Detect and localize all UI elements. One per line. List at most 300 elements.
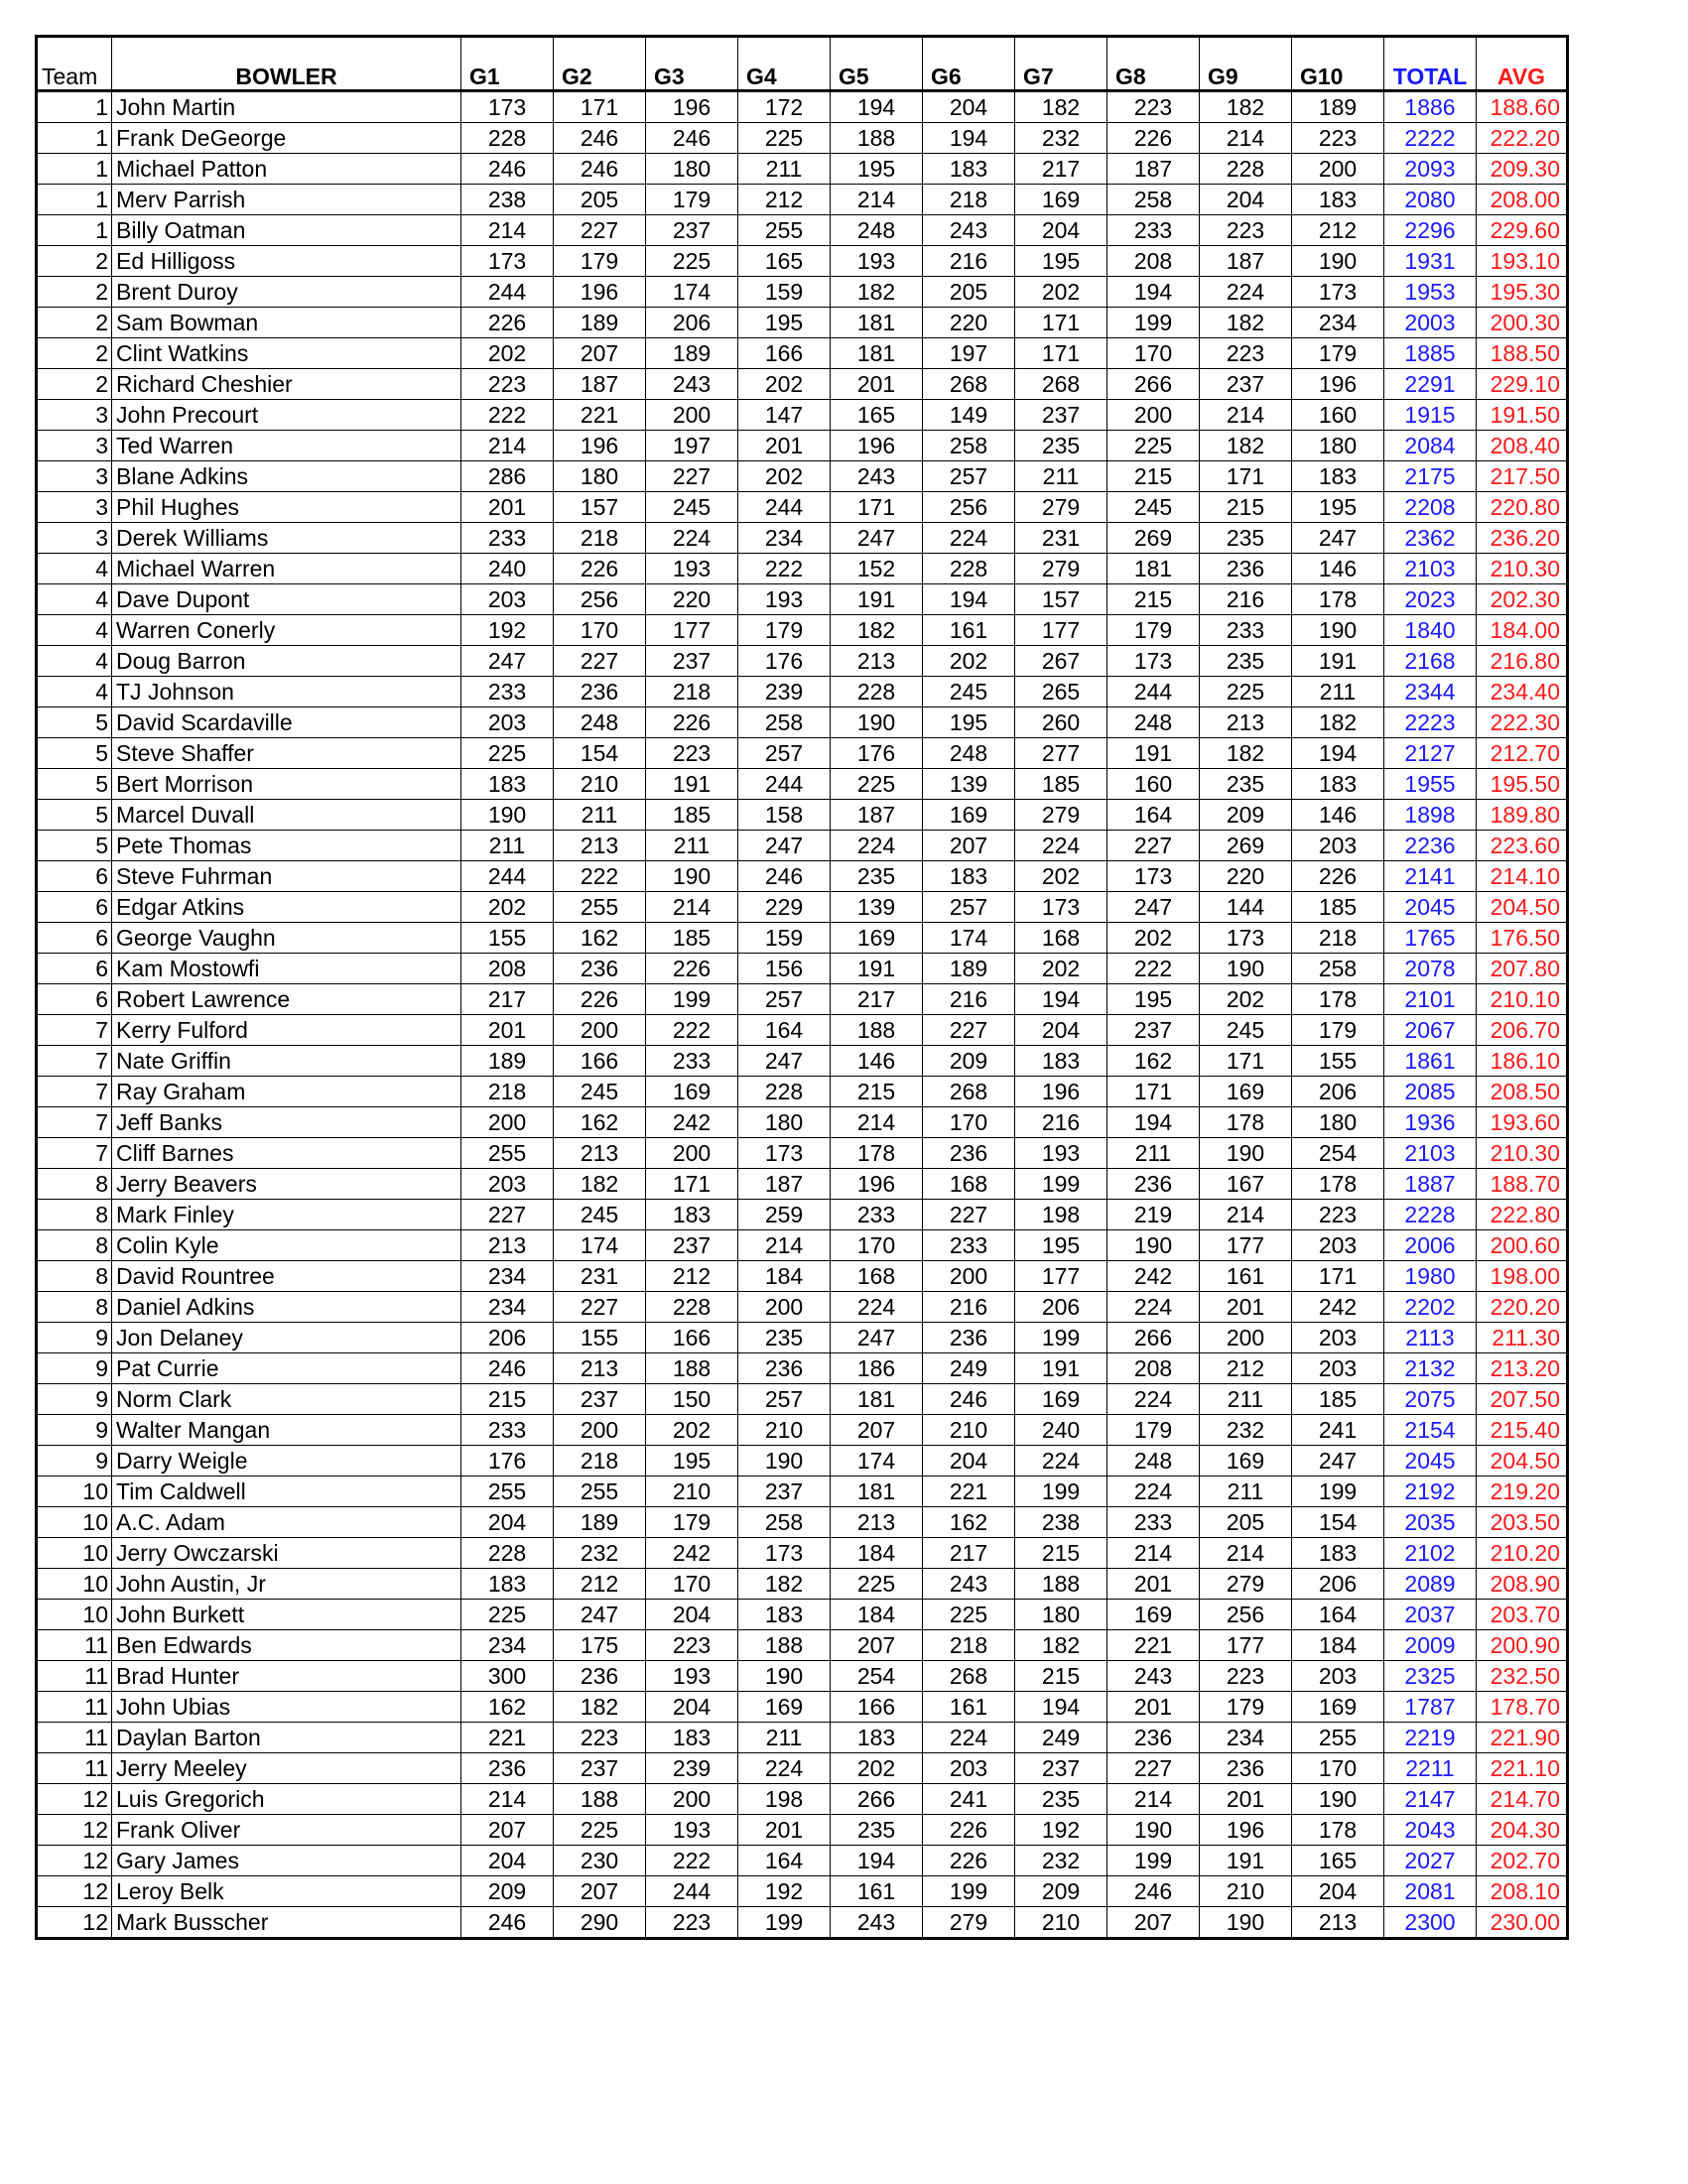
- game-score-cell: 266: [831, 1784, 923, 1815]
- team-number-cell: 10: [37, 1538, 112, 1569]
- average-score-cell: 186.10: [1477, 1046, 1568, 1077]
- total-score-cell: 1915: [1384, 400, 1477, 431]
- game-score-cell: 203: [1292, 1661, 1384, 1692]
- game-score-cell: 211: [461, 831, 554, 861]
- bowler-name-cell: Doug Barron: [112, 646, 461, 677]
- bowler-name-cell: Ted Warren: [112, 431, 461, 461]
- table-row: [37, 1353, 1568, 1384]
- table-row: [37, 1015, 1568, 1046]
- game-score-cell: 245: [1107, 492, 1200, 523]
- game-score-cell: 200: [1200, 1323, 1292, 1353]
- game-score-cell: 234: [1292, 308, 1384, 338]
- game-score-cell: 256: [923, 492, 1015, 523]
- table-row: [37, 308, 1568, 338]
- game-score-cell: 173: [1015, 892, 1107, 923]
- average-score-cell: 219.20: [1477, 1477, 1568, 1507]
- game-score-cell: 190: [1292, 615, 1384, 646]
- bowler-name-cell: Edgar Atkins: [112, 892, 461, 923]
- game-score-cell: 209: [1200, 800, 1292, 831]
- game-score-cell: 256: [1200, 1600, 1292, 1630]
- bowler-name-cell: Brent Duroy: [112, 277, 461, 308]
- game-score-cell: 170: [923, 1107, 1015, 1138]
- game-score-cell: 162: [554, 1107, 646, 1138]
- game-score-cell: 246: [738, 861, 831, 892]
- bowler-name-cell: George Vaughn: [112, 923, 461, 954]
- game-score-cell: 214: [1200, 400, 1292, 431]
- game-score-cell: 171: [646, 1169, 738, 1200]
- game-score-cell: 195: [738, 308, 831, 338]
- bowler-name-cell: Dave Dupont: [112, 584, 461, 615]
- game-score-cell: 173: [461, 246, 554, 277]
- game-score-cell: 201: [461, 1015, 554, 1046]
- total-score-cell: 2045: [1384, 1446, 1477, 1477]
- game-score-cell: 182: [831, 277, 923, 308]
- team-number-cell: 9: [37, 1415, 112, 1446]
- game-score-cell: 218: [1292, 923, 1384, 954]
- game-score-cell: 190: [1107, 1815, 1200, 1846]
- game-score-cell: 193: [831, 246, 923, 277]
- game-score-cell: 247: [738, 831, 831, 861]
- table-row: [37, 1477, 1568, 1507]
- game-score-cell: 166: [646, 1323, 738, 1353]
- game-score-cell: 194: [923, 584, 1015, 615]
- game-score-cell: 216: [1015, 1107, 1107, 1138]
- game-score-cell: 202: [1015, 954, 1107, 984]
- game-score-cell: 154: [1292, 1507, 1384, 1538]
- game-score-cell: 215: [1107, 584, 1200, 615]
- game-score-cell: 186: [831, 1353, 923, 1384]
- game-score-cell: 231: [554, 1261, 646, 1292]
- bowler-name-cell: Phil Hughes: [112, 492, 461, 523]
- game-score-cell: 194: [831, 91, 923, 123]
- game-score-cell: 182: [554, 1692, 646, 1723]
- total-score-cell: 2043: [1384, 1815, 1477, 1846]
- team-number-cell: 11: [37, 1753, 112, 1784]
- game-score-cell: 236: [1107, 1723, 1200, 1753]
- game-score-cell: 202: [738, 369, 831, 400]
- game-score-cell: 206: [1015, 1292, 1107, 1323]
- total-score-cell: 1765: [1384, 923, 1477, 954]
- total-score-cell: 2085: [1384, 1077, 1477, 1107]
- team-number-cell: 2: [37, 308, 112, 338]
- game-score-cell: 214: [461, 215, 554, 246]
- game-score-cell: 200: [646, 400, 738, 431]
- total-score-cell: 2223: [1384, 707, 1477, 738]
- game-score-cell: 232: [1200, 1415, 1292, 1446]
- game-column-header: G5: [831, 37, 923, 91]
- game-score-cell: 222: [646, 1015, 738, 1046]
- game-score-cell: 171: [1015, 308, 1107, 338]
- game-score-cell: 173: [1200, 923, 1292, 954]
- game-score-cell: 182: [1015, 1630, 1107, 1661]
- average-score-cell: 208.40: [1477, 431, 1568, 461]
- game-score-cell: 193: [646, 554, 738, 584]
- bowler-name-cell: Sam Bowman: [112, 308, 461, 338]
- bowler-name-cell: Daniel Adkins: [112, 1292, 461, 1323]
- game-score-cell: 208: [1107, 246, 1200, 277]
- game-score-cell: 233: [1107, 1507, 1200, 1538]
- game-score-cell: 206: [1292, 1077, 1384, 1107]
- total-score-cell: 2132: [1384, 1353, 1477, 1384]
- game-score-cell: 237: [646, 215, 738, 246]
- average-score-cell: 206.70: [1477, 1015, 1568, 1046]
- team-number-cell: 8: [37, 1169, 112, 1200]
- game-score-cell: 146: [831, 1046, 923, 1077]
- table-row: [37, 769, 1568, 800]
- total-score-cell: 2168: [1384, 646, 1477, 677]
- table-row: [37, 1507, 1568, 1538]
- game-score-cell: 169: [923, 800, 1015, 831]
- total-score-cell: 2080: [1384, 185, 1477, 215]
- game-score-cell: 211: [554, 800, 646, 831]
- game-score-cell: 214: [1107, 1538, 1200, 1569]
- game-score-cell: 223: [1200, 1661, 1292, 1692]
- game-score-cell: 193: [646, 1661, 738, 1692]
- game-score-cell: 205: [554, 185, 646, 215]
- game-score-cell: 237: [646, 646, 738, 677]
- total-score-cell: 2089: [1384, 1569, 1477, 1600]
- game-score-cell: 249: [1015, 1723, 1107, 1753]
- game-score-cell: 257: [738, 1384, 831, 1415]
- team-number-cell: 4: [37, 615, 112, 646]
- game-score-cell: 226: [461, 308, 554, 338]
- game-score-cell: 173: [738, 1538, 831, 1569]
- game-score-cell: 231: [1015, 523, 1107, 554]
- average-score-cell: 214.70: [1477, 1784, 1568, 1815]
- bowler-name-cell: Marcel Duvall: [112, 800, 461, 831]
- game-score-cell: 146: [1292, 554, 1384, 584]
- table-row: [37, 369, 1568, 400]
- table-row: [37, 892, 1568, 923]
- game-score-cell: 206: [646, 308, 738, 338]
- game-score-cell: 204: [1200, 185, 1292, 215]
- game-score-cell: 169: [1015, 1384, 1107, 1415]
- game-score-cell: 237: [1015, 400, 1107, 431]
- game-score-cell: 211: [1107, 1138, 1200, 1169]
- game-score-cell: 248: [1107, 1446, 1200, 1477]
- game-score-cell: 225: [461, 738, 554, 769]
- game-score-cell: 300: [461, 1661, 554, 1692]
- game-score-cell: 269: [1107, 523, 1200, 554]
- game-score-cell: 210: [646, 1477, 738, 1507]
- game-score-cell: 225: [1107, 431, 1200, 461]
- game-column-header: G6: [923, 37, 1015, 91]
- game-score-cell: 172: [738, 91, 831, 123]
- game-score-cell: 243: [831, 1907, 923, 1939]
- average-score-cell: 215.40: [1477, 1415, 1568, 1446]
- team-number-cell: 5: [37, 769, 112, 800]
- game-score-cell: 257: [923, 892, 1015, 923]
- bowler-name-cell: Frank DeGeorge: [112, 123, 461, 154]
- table-row: [37, 154, 1568, 185]
- game-score-cell: 183: [646, 1200, 738, 1230]
- game-score-cell: 179: [646, 185, 738, 215]
- average-score-cell: 229.60: [1477, 215, 1568, 246]
- average-score-cell: 203.70: [1477, 1600, 1568, 1630]
- game-score-cell: 164: [1107, 800, 1200, 831]
- team-number-cell: 10: [37, 1507, 112, 1538]
- average-score-cell: 188.70: [1477, 1169, 1568, 1200]
- bowler-name-cell: John Burkett: [112, 1600, 461, 1630]
- game-score-cell: 204: [923, 1446, 1015, 1477]
- game-score-cell: 144: [1200, 892, 1292, 923]
- game-score-cell: 247: [1107, 892, 1200, 923]
- game-score-cell: 189: [461, 1046, 554, 1077]
- game-score-cell: 188: [738, 1630, 831, 1661]
- game-score-cell: 190: [1200, 1907, 1292, 1939]
- game-score-cell: 199: [1015, 1477, 1107, 1507]
- game-column-header: G9: [1200, 37, 1292, 91]
- game-score-cell: 201: [738, 431, 831, 461]
- game-score-cell: 183: [646, 1723, 738, 1753]
- game-score-cell: 196: [1200, 1815, 1292, 1846]
- game-score-cell: 190: [831, 707, 923, 738]
- game-score-cell: 224: [738, 1753, 831, 1784]
- bowler-name-cell: A.C. Adam: [112, 1507, 461, 1538]
- average-score-cell: 220.20: [1477, 1292, 1568, 1323]
- game-score-cell: 195: [1107, 984, 1200, 1015]
- game-score-cell: 246: [461, 1907, 554, 1939]
- game-score-cell: 279: [923, 1907, 1015, 1939]
- game-score-cell: 195: [1292, 492, 1384, 523]
- game-score-cell: 237: [738, 1477, 831, 1507]
- game-score-cell: 169: [646, 1077, 738, 1107]
- team-number-cell: 7: [37, 1107, 112, 1138]
- game-score-cell: 217: [923, 1538, 1015, 1569]
- team-number-cell: 10: [37, 1477, 112, 1507]
- game-score-cell: 139: [923, 769, 1015, 800]
- game-score-cell: 268: [923, 369, 1015, 400]
- table-row: [37, 1230, 1568, 1261]
- game-score-cell: 190: [1292, 1784, 1384, 1815]
- game-score-cell: 199: [1107, 308, 1200, 338]
- game-score-cell: 222: [461, 400, 554, 431]
- game-score-cell: 221: [923, 1477, 1015, 1507]
- game-score-cell: 227: [461, 1200, 554, 1230]
- game-score-cell: 177: [1015, 615, 1107, 646]
- game-score-cell: 180: [1015, 1600, 1107, 1630]
- game-score-cell: 208: [1107, 1353, 1200, 1384]
- game-score-cell: 184: [831, 1538, 923, 1569]
- game-score-cell: 213: [554, 1138, 646, 1169]
- team-number-cell: 6: [37, 923, 112, 954]
- average-score-cell: 236.20: [1477, 523, 1568, 554]
- game-score-cell: 194: [1107, 1107, 1200, 1138]
- game-score-cell: 239: [646, 1753, 738, 1784]
- game-score-cell: 244: [461, 861, 554, 892]
- game-score-cell: 187: [831, 800, 923, 831]
- team-number-cell: 4: [37, 584, 112, 615]
- game-score-cell: 256: [554, 584, 646, 615]
- bowler-name-cell: David Scardaville: [112, 707, 461, 738]
- game-score-cell: 210: [1200, 1876, 1292, 1907]
- game-score-cell: 214: [831, 185, 923, 215]
- game-score-cell: 171: [554, 91, 646, 123]
- total-column-header: TOTAL: [1384, 37, 1477, 91]
- game-score-cell: 234: [461, 1292, 554, 1323]
- team-number-cell: 1: [37, 123, 112, 154]
- game-score-cell: 187: [554, 369, 646, 400]
- average-score-cell: 176.50: [1477, 923, 1568, 954]
- team-number-cell: 1: [37, 185, 112, 215]
- total-score-cell: 2202: [1384, 1292, 1477, 1323]
- game-score-cell: 202: [923, 646, 1015, 677]
- game-score-cell: 247: [1292, 1446, 1384, 1477]
- average-score-cell: 220.80: [1477, 492, 1568, 523]
- table-row: [37, 492, 1568, 523]
- game-score-cell: 246: [461, 154, 554, 185]
- game-score-cell: 179: [1200, 1692, 1292, 1723]
- game-score-cell: 201: [461, 492, 554, 523]
- game-score-cell: 221: [554, 400, 646, 431]
- game-score-cell: 199: [738, 1907, 831, 1939]
- game-score-cell: 179: [1292, 338, 1384, 369]
- game-score-cell: 187: [1107, 154, 1200, 185]
- game-score-cell: 191: [831, 584, 923, 615]
- total-score-cell: 2035: [1384, 1507, 1477, 1538]
- game-score-cell: 208: [461, 954, 554, 984]
- game-score-cell: 211: [1292, 677, 1384, 707]
- game-score-cell: 246: [554, 154, 646, 185]
- game-score-cell: 226: [646, 707, 738, 738]
- game-score-cell: 169: [1107, 1600, 1200, 1630]
- average-score-cell: 189.80: [1477, 800, 1568, 831]
- game-score-cell: 162: [554, 923, 646, 954]
- game-score-cell: 236: [461, 1753, 554, 1784]
- game-score-cell: 200: [554, 1415, 646, 1446]
- game-score-cell: 211: [646, 831, 738, 861]
- table-row: [37, 738, 1568, 769]
- game-score-cell: 205: [923, 277, 1015, 308]
- game-score-cell: 225: [554, 1815, 646, 1846]
- game-score-cell: 246: [1107, 1876, 1200, 1907]
- game-score-cell: 226: [923, 1846, 1015, 1876]
- total-score-cell: 1887: [1384, 1169, 1477, 1200]
- game-score-cell: 255: [554, 892, 646, 923]
- bowler-name-cell: Michael Patton: [112, 154, 461, 185]
- game-score-cell: 227: [1107, 831, 1200, 861]
- game-score-cell: 191: [1107, 738, 1200, 769]
- game-score-cell: 202: [461, 892, 554, 923]
- game-score-cell: 245: [554, 1200, 646, 1230]
- game-score-cell: 233: [461, 677, 554, 707]
- game-score-cell: 184: [831, 1600, 923, 1630]
- game-score-cell: 182: [1200, 91, 1292, 123]
- game-score-cell: 201: [831, 369, 923, 400]
- total-score-cell: 1936: [1384, 1107, 1477, 1138]
- game-score-cell: 236: [554, 1661, 646, 1692]
- game-score-cell: 237: [1015, 1753, 1107, 1784]
- game-score-cell: 184: [738, 1261, 831, 1292]
- game-score-cell: 196: [554, 431, 646, 461]
- game-score-cell: 235: [831, 1815, 923, 1846]
- game-score-cell: 202: [1200, 984, 1292, 1015]
- game-score-cell: 228: [646, 1292, 738, 1323]
- game-score-cell: 242: [646, 1107, 738, 1138]
- team-number-cell: 8: [37, 1230, 112, 1261]
- table-row: [37, 1077, 1568, 1107]
- total-score-cell: 2127: [1384, 738, 1477, 769]
- game-score-cell: 181: [831, 1477, 923, 1507]
- game-score-cell: 257: [923, 461, 1015, 492]
- table-row: [37, 1630, 1568, 1661]
- game-score-cell: 171: [1015, 338, 1107, 369]
- table-row: [37, 1323, 1568, 1353]
- game-score-cell: 181: [831, 1384, 923, 1415]
- game-score-cell: 243: [646, 369, 738, 400]
- game-score-cell: 202: [646, 1415, 738, 1446]
- game-score-cell: 214: [831, 1107, 923, 1138]
- table-row: [37, 123, 1568, 154]
- table-row: [37, 1107, 1568, 1138]
- game-score-cell: 196: [1015, 1077, 1107, 1107]
- game-score-cell: 173: [1107, 646, 1200, 677]
- game-score-cell: 183: [923, 154, 1015, 185]
- table-row: [37, 246, 1568, 277]
- game-score-cell: 238: [461, 185, 554, 215]
- table-row: [37, 1538, 1568, 1569]
- game-score-cell: 248: [1107, 707, 1200, 738]
- game-score-cell: 161: [923, 1692, 1015, 1723]
- game-score-cell: 182: [1200, 431, 1292, 461]
- game-score-cell: 199: [646, 984, 738, 1015]
- average-score-cell: 204.50: [1477, 892, 1568, 923]
- game-score-cell: 236: [1200, 554, 1292, 584]
- game-score-cell: 199: [923, 1876, 1015, 1907]
- average-score-cell: 207.50: [1477, 1384, 1568, 1415]
- bowler-name-cell: Kam Mostowfi: [112, 954, 461, 984]
- game-score-cell: 255: [461, 1477, 554, 1507]
- game-score-cell: 155: [461, 923, 554, 954]
- team-number-cell: 8: [37, 1261, 112, 1292]
- game-score-cell: 202: [1015, 277, 1107, 308]
- game-score-cell: 224: [646, 523, 738, 554]
- bowler-name-cell: Jerry Meeley: [112, 1753, 461, 1784]
- game-score-cell: 258: [1107, 185, 1200, 215]
- average-score-cell: 195.50: [1477, 769, 1568, 800]
- game-score-cell: 257: [738, 984, 831, 1015]
- game-score-cell: 227: [923, 1015, 1015, 1046]
- total-score-cell: 2006: [1384, 1230, 1477, 1261]
- game-score-cell: 209: [1015, 1876, 1107, 1907]
- total-score-cell: 2228: [1384, 1200, 1477, 1230]
- game-score-cell: 218: [923, 1630, 1015, 1661]
- game-score-cell: 185: [646, 800, 738, 831]
- game-score-cell: 211: [1200, 1477, 1292, 1507]
- total-score-cell: 2103: [1384, 1138, 1477, 1169]
- bowler-name-cell: Leroy Belk: [112, 1876, 461, 1907]
- game-score-cell: 199: [1015, 1169, 1107, 1200]
- game-score-cell: 236: [923, 1323, 1015, 1353]
- game-score-cell: 224: [923, 1723, 1015, 1753]
- game-score-cell: 239: [738, 677, 831, 707]
- game-score-cell: 212: [554, 1569, 646, 1600]
- game-score-cell: 228: [923, 554, 1015, 584]
- game-score-cell: 195: [1015, 1230, 1107, 1261]
- game-score-cell: 196: [831, 1169, 923, 1200]
- game-score-cell: 158: [738, 800, 831, 831]
- game-score-cell: 237: [1200, 369, 1292, 400]
- game-score-cell: 223: [1200, 338, 1292, 369]
- game-score-cell: 212: [738, 185, 831, 215]
- table-row: [37, 400, 1568, 431]
- game-score-cell: 198: [738, 1784, 831, 1815]
- team-column-header: Team: [37, 37, 112, 91]
- game-score-cell: 279: [1015, 492, 1107, 523]
- average-score-cell: 188.50: [1477, 338, 1568, 369]
- game-score-cell: 234: [1200, 1723, 1292, 1753]
- average-score-cell: 211.30: [1477, 1323, 1568, 1353]
